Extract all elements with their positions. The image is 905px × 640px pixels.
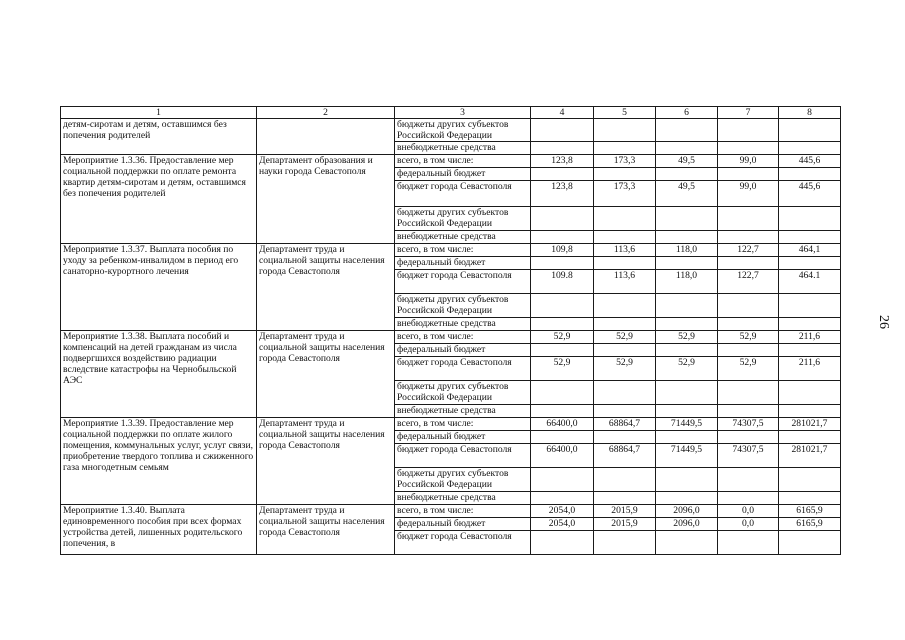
funding-source-cell: внебюджетные средства — [395, 492, 531, 505]
amount-cell — [531, 231, 594, 244]
amount-cell: 2054,0 — [531, 505, 594, 518]
amount-cell — [656, 119, 718, 142]
amount-cell — [718, 294, 779, 318]
amount-cell — [718, 468, 779, 492]
amount-cell — [656, 531, 718, 555]
funding-source-cell: бюджет города Севастополя — [395, 181, 531, 207]
amount-cell — [656, 318, 718, 331]
column-header-row — [61, 107, 841, 119]
funding-source-cell: бюджеты других субъектов Российской Федерации — [395, 207, 531, 231]
column-header: 4 — [531, 107, 594, 119]
amount-cell: 118,0 — [656, 270, 718, 294]
amount-cell — [656, 405, 718, 418]
amount-cell: 109,8 — [531, 244, 594, 257]
table-row — [61, 155, 841, 168]
amount-cell: 281021,7 — [779, 418, 841, 431]
amount-cell: 6165,9 — [779, 505, 841, 518]
funding-source-cell: всего, в том числе: — [395, 505, 531, 518]
table-row — [61, 244, 841, 257]
funding-source-cell: всего, в том числе: — [395, 331, 531, 344]
amount-cell — [531, 142, 594, 155]
amount-cell — [594, 318, 656, 331]
amount-cell: 123,8 — [531, 181, 594, 207]
amount-cell — [779, 431, 841, 444]
amount-cell: 52,9 — [531, 357, 594, 381]
column-header: 8 — [779, 107, 841, 119]
measure-cell: Мероприятие 1.3.36. Предоставление мер социальной поддержки по оплате ремонта квартир детям-сиротам и детям, оставшимся без попечения родителей — [61, 155, 257, 244]
amount-cell: 0,0 — [718, 505, 779, 518]
amount-cell — [779, 294, 841, 318]
amount-cell: 2096,0 — [656, 518, 718, 531]
amount-cell — [718, 231, 779, 244]
column-header: 1 — [61, 107, 257, 119]
amount-cell: 68864,7 — [594, 444, 656, 468]
column-header: 7 — [718, 107, 779, 119]
page-number: 26 — [876, 315, 891, 329]
amount-cell — [531, 168, 594, 181]
amount-cell — [656, 231, 718, 244]
amount-cell: 211,6 — [779, 331, 841, 344]
amount-cell: 445,6 — [779, 181, 841, 207]
amount-cell: 281021,7 — [779, 444, 841, 468]
amount-cell: 49,5 — [656, 181, 718, 207]
amount-cell — [594, 142, 656, 155]
amount-cell — [718, 318, 779, 331]
amount-cell: 2015,9 — [594, 505, 656, 518]
amount-cell — [779, 207, 841, 231]
amount-cell: 2096,0 — [656, 505, 718, 518]
amount-cell — [656, 142, 718, 155]
amount-cell — [656, 257, 718, 270]
funding-source-cell: внебюджетные средства — [395, 142, 531, 155]
amount-cell — [531, 405, 594, 418]
amount-cell — [656, 468, 718, 492]
budget-table — [60, 106, 841, 555]
funding-source-cell: бюджет города Севастополя — [395, 270, 531, 294]
amount-cell — [779, 381, 841, 405]
amount-cell — [718, 119, 779, 142]
amount-cell — [718, 431, 779, 444]
amount-cell — [718, 207, 779, 231]
amount-cell: 52,9 — [594, 357, 656, 381]
amount-cell: 71449,5 — [656, 444, 718, 468]
amount-cell — [779, 468, 841, 492]
funding-source-cell: внебюджетные средства — [395, 231, 531, 244]
amount-cell — [656, 492, 718, 505]
amount-cell: 6165,9 — [779, 518, 841, 531]
funding-source-cell: федеральный бюджет — [395, 431, 531, 444]
amount-cell — [531, 431, 594, 444]
table-row — [61, 505, 841, 518]
amount-cell: 68864,7 — [594, 418, 656, 431]
amount-cell — [531, 492, 594, 505]
funding-source-cell: всего, в том числе: — [395, 418, 531, 431]
amount-cell: 122,7 — [718, 244, 779, 257]
amount-cell: 52,9 — [718, 331, 779, 344]
amount-cell: 71449,5 — [656, 418, 718, 431]
amount-cell — [531, 468, 594, 492]
amount-cell: 118,0 — [656, 244, 718, 257]
amount-cell: 464,1 — [779, 244, 841, 257]
amount-cell: 66400,0 — [531, 418, 594, 431]
amount-cell: 445,6 — [779, 155, 841, 168]
amount-cell — [779, 119, 841, 142]
amount-cell: 52,9 — [656, 357, 718, 381]
measure-cell: детям-сиротам и детям, оставшимся без попечения родителей — [61, 119, 257, 155]
amount-cell: 122,7 — [718, 270, 779, 294]
amount-cell: 113,6 — [594, 270, 656, 294]
amount-cell — [531, 318, 594, 331]
amount-cell — [718, 257, 779, 270]
executor-cell: Департамент труда и социальной защиты населения города Севастополя — [257, 418, 395, 505]
amount-cell: 52,9 — [531, 331, 594, 344]
amount-cell: 2015,9 — [594, 518, 656, 531]
amount-cell: 0,0 — [718, 518, 779, 531]
column-header: 3 — [395, 107, 531, 119]
measure-cell: Мероприятие 1.3.39. Предоставление мер социальной поддержки по оплате жилого помещения, коммунальных услуг, услуг связи, приобретение твердого топлива и сжиженного газа многодетным семьям — [61, 418, 257, 505]
funding-source-cell: федеральный бюджет — [395, 518, 531, 531]
column-header: 6 — [656, 107, 718, 119]
funding-source-cell: федеральный бюджет — [395, 344, 531, 357]
amount-cell — [594, 294, 656, 318]
amount-cell — [656, 381, 718, 405]
column-header: 2 — [257, 107, 395, 119]
amount-cell — [594, 231, 656, 244]
funding-source-cell: всего, в том числе: — [395, 244, 531, 257]
amount-cell — [779, 257, 841, 270]
funding-source-cell: бюджеты других субъектов Российской Федерации — [395, 294, 531, 318]
amount-cell — [594, 207, 656, 231]
amount-cell — [594, 344, 656, 357]
amount-cell: 173,3 — [594, 155, 656, 168]
executor-cell: Департамент труда и социальной защиты населения города Севастополя — [257, 331, 395, 418]
amount-cell — [594, 168, 656, 181]
amount-cell: 99,0 — [718, 155, 779, 168]
amount-cell: 49,5 — [656, 155, 718, 168]
measure-cell: Мероприятие 1.3.38. Выплата пособий и компенсаций на детей гражданам из числа подвергшихся воздействию радиации вследствие катастрофы на Чернобыльской АЭС — [61, 331, 257, 418]
amount-cell: 52,9 — [656, 331, 718, 344]
amount-cell — [779, 344, 841, 357]
amount-cell — [656, 294, 718, 318]
amount-cell — [718, 344, 779, 357]
amount-cell — [594, 381, 656, 405]
amount-cell: 52,9 — [594, 331, 656, 344]
amount-cell: 74307,5 — [718, 444, 779, 468]
table-row — [61, 331, 841, 344]
amount-cell — [531, 344, 594, 357]
amount-cell — [718, 381, 779, 405]
funding-source-cell: федеральный бюджет — [395, 257, 531, 270]
funding-source-cell: федеральный бюджет — [395, 168, 531, 181]
amount-cell: 109.8 — [531, 270, 594, 294]
amount-cell: 123,8 — [531, 155, 594, 168]
column-header: 5 — [594, 107, 656, 119]
amount-cell — [718, 142, 779, 155]
amount-cell: 74307,5 — [718, 418, 779, 431]
executor-cell: Департамент труда и социальной защиты населения города Севастополя — [257, 244, 395, 331]
amount-cell — [594, 531, 656, 555]
executor-cell — [257, 119, 395, 155]
amount-cell: 464.1 — [779, 270, 841, 294]
amount-cell — [594, 492, 656, 505]
amount-cell — [779, 492, 841, 505]
table-row — [61, 119, 841, 142]
amount-cell: 211,6 — [779, 357, 841, 381]
amount-cell — [531, 381, 594, 405]
funding-source-cell: всего, в том числе: — [395, 155, 531, 168]
amount-cell — [779, 318, 841, 331]
amount-cell — [531, 531, 594, 555]
amount-cell — [594, 257, 656, 270]
amount-cell — [531, 207, 594, 231]
amount-cell: 52,9 — [718, 357, 779, 381]
amount-cell — [779, 231, 841, 244]
amount-cell — [656, 207, 718, 231]
budget-table-body — [61, 107, 841, 555]
measure-cell: Мероприятие 1.3.40. Выплата единовременного пособия при всех формах устройства детей, лишенных родительского попечения, в — [61, 505, 257, 555]
amount-cell — [718, 531, 779, 555]
amount-cell — [779, 531, 841, 555]
funding-source-cell: бюджеты других субъектов Российской Федерации — [395, 119, 531, 142]
amount-cell — [594, 431, 656, 444]
amount-cell — [779, 168, 841, 181]
amount-cell — [531, 119, 594, 142]
funding-source-cell: бюджет города Севастополя — [395, 444, 531, 468]
funding-source-cell: внебюджетные средства — [395, 405, 531, 418]
amount-cell: 173,3 — [594, 181, 656, 207]
amount-cell — [594, 405, 656, 418]
amount-cell: 66400,0 — [531, 444, 594, 468]
amount-cell: 2054,0 — [531, 518, 594, 531]
table-row — [61, 418, 841, 431]
amount-cell — [656, 168, 718, 181]
amount-cell — [531, 257, 594, 270]
amount-cell: 99,0 — [718, 181, 779, 207]
amount-cell — [531, 294, 594, 318]
amount-cell — [594, 119, 656, 142]
executor-cell: Департамент образования и науки города Севастополя — [257, 155, 395, 244]
amount-cell: 113,6 — [594, 244, 656, 257]
funding-source-cell: бюджеты других субъектов Российской Федерации — [395, 468, 531, 492]
measure-cell: Мероприятие 1.3.37. Выплата пособия по уходу за ребенком-инвалидом в период его санаторно-курортного лечения — [61, 244, 257, 331]
amount-cell — [718, 405, 779, 418]
amount-cell — [718, 492, 779, 505]
executor-cell: Департамент труда и социальной защиты населения города Севастополя — [257, 505, 395, 555]
funding-source-cell: бюджеты других субъектов Российской Федерации — [395, 381, 531, 405]
amount-cell — [594, 468, 656, 492]
amount-cell — [718, 168, 779, 181]
funding-source-cell: бюджет города Севастополя — [395, 531, 531, 555]
funding-source-cell: бюджет города Севастополя — [395, 357, 531, 381]
amount-cell — [656, 344, 718, 357]
amount-cell — [779, 142, 841, 155]
funding-source-cell: внебюджетные средства — [395, 318, 531, 331]
amount-cell — [656, 431, 718, 444]
amount-cell — [779, 405, 841, 418]
